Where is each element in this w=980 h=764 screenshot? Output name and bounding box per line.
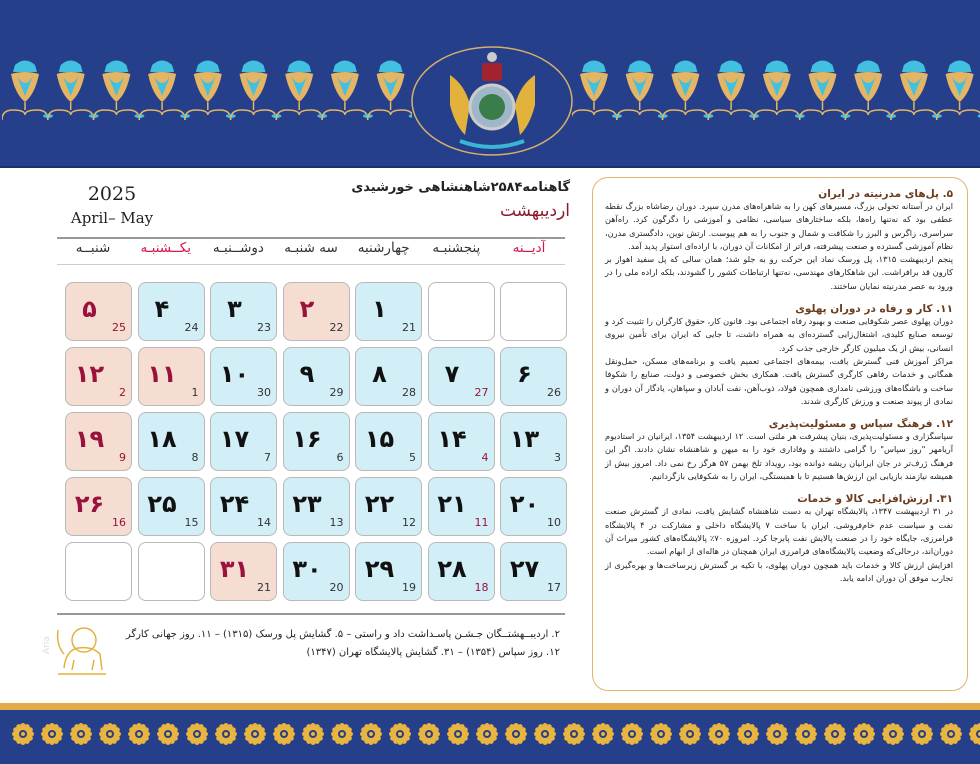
gregorian-day-number: 22 [329,321,344,334]
rosette-icon [215,723,237,745]
gregorian-year: 2025 [87,183,137,205]
day-cell[interactable] [500,477,567,536]
lotus-icon [937,61,980,121]
persian-day-number: ۲۹ [364,555,395,583]
rosette-icon [302,723,324,745]
article-paragraph: افزایش ارزش کالا و خدمات باید همچون دوران پهلوی، با تکیه بر گسترش زیرساخت‌ها و بهره‌گیری از تجارب موفق آن دوران ادامه یابد. [605,559,953,583]
empty-day-cell [500,282,567,341]
rosette-icon [331,723,353,745]
gregorian-day-number: 11 [474,516,489,529]
gregorian-day-number: 28 [402,386,416,399]
lotus-icon [708,61,759,121]
article-section [605,493,953,585]
day-cell[interactable] [138,347,205,406]
day-cell[interactable] [428,412,495,471]
rosette-icon [563,723,585,745]
persian-day-number: ۱ [372,295,387,323]
calendar-title: گاهنامه۲۵۸۴شاهنشاهی خورشیدی [351,180,570,195]
day-cell[interactable] [210,542,277,601]
lotus-ornament-right [572,60,980,135]
divider [57,237,565,239]
note-line: ۱۲. روز سپاس (۱۳۵۴) – ۳۱. گشایش پالایشگاه تهران (۱۳۴۷) [306,647,560,658]
persian-day-number: ۱۵ [364,425,395,453]
day-cell[interactable] [138,412,205,471]
persian-day-number: ۳۱ [219,555,250,583]
empty-day-cell [428,282,495,341]
day-cell[interactable] [355,412,422,471]
calendar-title-block [351,180,570,221]
rosette-icon [534,723,556,745]
rosette-icon [447,723,469,745]
day-cell[interactable] [283,347,350,406]
gregorian-day-number: 21 [402,321,416,334]
gregorian-day-number: 18 [474,581,489,594]
persian-day-number: ۵ [82,295,97,323]
gregorian-day-number: 29 [329,386,344,399]
gregorian-day-number: 1 [191,386,199,399]
rosette-icon [273,723,295,745]
day-cell[interactable] [500,542,567,601]
day-cell[interactable] [428,347,495,406]
persian-day-number: ۲۸ [437,555,467,583]
article-paragraph: ایران در آستانه تحولی بزرگ، مسیرهای کهن را به شاهراه‌های مدرن سپرد. دوران رضاشاه بزرگ نقطه عطفی بود که نه‌تنها راه‌ها، بلکه ساختارهای سیاسی، نظامی و آموزشی را دگرگون کرد. راه‌آهن سراسری، زاگرس و البرز را شکافت و شمال و جنوب را به هم پیوست. ارتش نوین، دادگستری مدرن، نظام آموزشی گسترده و صنعت پیشرفته، فراتر از امکانات آن دوران، با اراده‌ای استوار پدید آمد. [605,201,953,251]
persian-day-number: ۲۴ [219,490,250,518]
lotus-icon [231,61,282,121]
weekday-6: آدیــنه [512,240,546,256]
persian-day-number: ۱۰ [219,360,250,388]
rosette-icon [505,723,527,745]
rosette-icon [621,723,643,745]
article-title: ۳۱. ارزش‌افزایی کالا و خدمات [797,493,953,506]
day-cell[interactable] [65,477,132,536]
rosette-icon [737,723,759,745]
persian-day-number: ۷ [444,360,460,388]
footer-band [0,703,980,764]
gregorian-months: April– May [70,209,154,227]
gregorian-day-number: 2 [119,386,126,399]
lotus-icon [93,61,144,121]
divider [57,264,565,265]
events-notes [120,626,560,662]
gregorian-day-number: 25 [112,321,126,334]
gregorian-day-number: 16 [112,516,126,529]
persian-day-number: ۲۵ [147,490,177,518]
pahlavi-coat-of-arms-emblem [410,45,575,157]
gregorian-day-number: 21 [257,581,271,594]
gregorian-date-block [62,183,162,227]
header-banner [0,0,980,168]
lion-and-sun-icon [52,620,112,680]
day-cell[interactable] [65,282,132,341]
persian-day-number: ۲ [299,295,315,323]
article-section [605,303,953,408]
divider [57,613,565,615]
weekday-header [57,240,565,262]
article-title: ۱۱. کار و رفاه در دوران پهلوی [795,303,953,316]
lotus-icon [800,61,851,121]
watermark: Aria [41,636,52,654]
gregorian-day-number: 19 [402,581,416,594]
rosette-icon [41,723,63,745]
persian-day-number: ۱۹ [74,425,105,453]
lotus-icon [891,61,942,121]
rosette-icon [708,723,730,745]
weekday-4: چهارشنبه [357,240,410,256]
day-cell[interactable] [283,477,350,536]
persian-day-number: ۱۳ [509,425,540,453]
article-paragraph: سپاسگزاری و مسئولیت‌پذیری، بنیان پیشرفت هر ملتی است. ۱۲ اردیبهشت ۱۳۵۴، ایرانیان در استادیوم آریامهر "روز سپاس" را گرامی داشتند و وفاداری خود را به میهن و شاهنشاه نشان دادند. اگر این فرهنگ ژرف‌تر در جان ایرانیان ریشه دوانده بود، رویداد تلخ بهمن ۵۷ هرگز رخ نمی داد. امروز بیش از همیشه نیازمند بازیابی این ارزش‌ها هستیم تا با همبستگی، ایران را به شکوفایی بازگردانیم. [605,431,953,482]
persian-day-number: ۸ [372,360,387,388]
gregorian-day-number: 10 [547,516,561,529]
gregorian-day-number: 9 [119,451,126,464]
article-title: ۱۲. فرهنگ سپاس و مسئولیت‌پذیری [768,418,953,431]
article-paragraph: مراکز آموزش فنی گسترش یافت، بیمه‌های اجتماعی تعمیم یافت و برنامه‌های مسکن، حمل‌ونقل همگانی و خدمات رفاهی کارگری گسترش یافت. همکاری بخش خصوصی و دولت، صنایع را شکوفا ساخت و باشگاه‌های ورزشی نامداری همچون فولاد، ذوب‌آهن، نفت آبادان و سپاهان، یادگار آن دوران و نمادی از پیوند صنعت و ورزش کارگری شدند. [605,355,953,406]
rosette-icon [186,723,208,745]
day-cell[interactable] [210,282,277,341]
gregorian-day-number: 8 [191,451,199,464]
day-cell[interactable] [355,477,422,536]
rosette-icon [766,723,788,745]
lotus-icon [276,61,327,121]
gregorian-day-number: 3 [554,451,561,464]
lotus-icon [368,61,412,121]
lotus-icon [617,61,668,121]
lotus-icon [845,61,896,121]
persian-day-number: ۳۰ [292,555,322,583]
weekday-1: یکــشنبـه [140,240,191,256]
lotus-icon [322,61,373,121]
gregorian-day-number: 7 [264,451,271,464]
rosette-icon [650,723,672,745]
day-cell[interactable] [138,282,205,341]
persian-day-number: ۱۸ [147,425,177,453]
day-cell[interactable] [138,477,205,536]
gregorian-day-number: 12 [402,516,416,529]
day-cell[interactable] [210,347,277,406]
persian-day-number: ۲۲ [364,490,395,518]
gregorian-day-number: 26 [547,386,561,399]
rosette-icon [882,723,904,745]
lotus-icon [572,61,622,121]
lotus-icon [662,61,713,121]
day-cell[interactable] [355,347,422,406]
rosette-icon [679,723,701,745]
rosette-icon [969,723,980,745]
persian-day-number: ۱۱ [147,360,177,388]
articles-panel [592,177,968,691]
gregorian-day-number: 13 [329,516,344,529]
gregorian-day-number: 30 [257,386,271,399]
lotus-icon [2,61,53,121]
day-cell[interactable] [283,542,350,601]
rosette-icon [360,723,382,745]
day-cell[interactable] [65,347,132,406]
persian-day-number: ۲۶ [74,490,105,518]
rosette-icon [99,723,121,745]
day-cell[interactable] [283,282,350,341]
persian-month-name: اردیبهشت [499,201,570,221]
rosette-icon [940,723,962,745]
weekday-0: شنبــه [75,240,111,256]
gregorian-day-number: 4 [481,451,489,464]
gregorian-day-number: 23 [257,321,271,334]
rosette-icon [389,723,411,745]
gregorian-day-number: 6 [336,451,344,464]
gregorian-day-number: 15 [184,516,199,529]
persian-day-number: ۲۰ [509,490,540,518]
rosette-icon [418,723,440,745]
gregorian-day-number: 5 [409,451,416,464]
day-cell[interactable] [283,412,350,471]
rosette-icon [157,723,179,745]
persian-day-number: ۴ [154,295,170,323]
rosette-icon [128,723,150,745]
rosette-icon [853,723,875,745]
day-cell[interactable] [210,477,277,536]
persian-day-number: ۱۲ [74,360,105,388]
day-cell[interactable] [65,412,132,471]
persian-day-number: ۲۱ [437,490,467,518]
article-section [605,188,953,293]
rosette-icon [824,723,846,745]
rosette-icon [476,723,498,745]
rosette-icon [795,723,817,745]
day-cell[interactable] [428,477,495,536]
empty-day-cell [65,542,132,601]
note-line: ۲. اردیبــهشتــگان جـشـن پاسـداشت داد و راستی – ۵. گشایش پل ورسک (۱۳۱۵) – ۱۱. روز جهانی کارگر [125,629,560,640]
day-cell[interactable] [355,282,422,341]
rosette-icon [592,723,614,745]
rosette-icon [70,723,92,745]
weekday-2: دوشــنبـه [212,240,264,256]
day-cell[interactable] [500,412,567,471]
article-paragraph: پنجم اردیبهشت ۱۳۱۵، پل ورسک نماد این حرکت رو به جلو شد؛ همان سالی که پل سفید اهواز بر کارون قد برافراشت. این شاهکارهای مهندسی، نه‌تنها ارتباطات کشور را گشودند، بلکه اراده ملی را در ورود به عصر مدرنیته نمایان ساختند. [605,254,953,291]
lotus-icon [185,61,236,121]
lotus-icon [139,61,190,121]
weekday-5: پنجشنبـه [432,240,481,256]
gregorian-day-number: 24 [184,321,199,334]
gregorian-day-number: 17 [547,581,561,594]
persian-day-number: ۱۷ [219,425,250,453]
gregorian-day-number: 14 [257,516,271,529]
article-title: ۵. پل‌های مدرنیته در ایران [818,188,953,200]
persian-day-number: ۶ [517,360,532,388]
persian-day-number: ۱۴ [437,425,467,453]
article-section [605,418,953,483]
weekday-3: سه شنبـه [284,240,338,256]
persian-day-number: ۲۳ [292,490,322,518]
lotus-ornament-left [2,60,412,135]
day-cell[interactable] [355,542,422,601]
gregorian-day-number: 20 [329,581,344,594]
empty-day-cell [138,542,205,601]
persian-day-number: ۳ [227,295,242,323]
persian-day-number: ۲۷ [509,555,540,583]
day-cell[interactable] [210,412,277,471]
persian-day-number: ۹ [299,360,315,388]
calendar-grid [57,282,567,601]
rosette-ornament [0,714,980,754]
rosette-icon [911,723,933,745]
gregorian-day-number: 27 [474,386,489,399]
rosette-icon [244,723,266,745]
persian-day-number: ۱۶ [292,425,322,453]
day-cell[interactable] [500,347,567,406]
lotus-icon [48,61,99,121]
lotus-icon [754,61,805,121]
article-paragraph: در ۳۱ اردیبهشت ۱۳۴۷، پالایشگاه تهران به دست شاهنشاه گشایش یافت، نمادی از گسترش صنعت نفت و سیاست عدم خام‌فروشی. ایران با ساخت ۷ پالایشگاه داخلی و مشارکت در ۴ پالایشگاه فرامرزی، جایگاه خود را در صنعت پالایش نفت پابرجا کرد. امروزه ۷۰٪ پالایشگاه‌های کشور میراث آن دوران‌اند، درحالی‌که وضعیت پالایشگاه‌های فرامرزی ایران همچنان در هاله‌ای از ابهام است. [605,506,954,557]
rosette-icon [12,723,34,745]
day-cell[interactable] [428,542,495,601]
article-paragraph: دوران پهلوی عصر شکوفایی صنعت و بهبود رفاه اجتماعی بود. قانون کار، حقوق کارگران را تثبیت کرد و توسعه صنایع کلیدی، اشتغال‌زایی گسترده‌ای به همراه داشت، تا جایی که ایران برای تأمین نیروی انسانی، بیش از یک میلیون کارگر خارجی جذب کرد. [605,316,953,353]
